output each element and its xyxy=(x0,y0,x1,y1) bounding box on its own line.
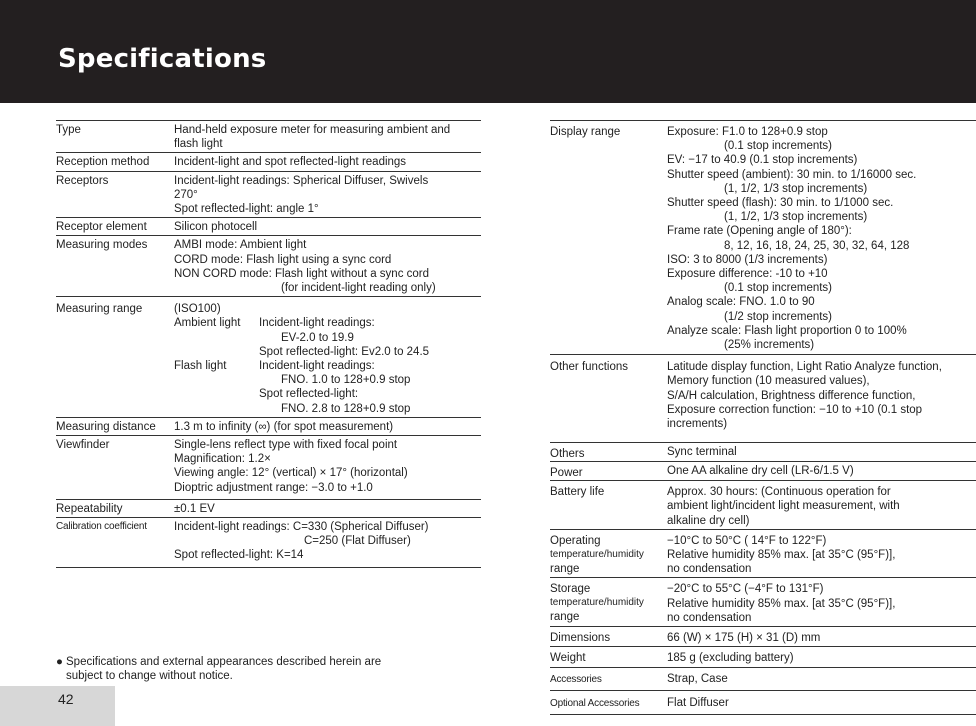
spec-line: no condensation xyxy=(667,611,752,624)
spec-row-battery xyxy=(550,481,976,530)
footnote xyxy=(56,656,381,683)
spec-line: EV-2.0 to 19.9 xyxy=(281,331,354,344)
spec-line: flash light xyxy=(174,138,223,151)
spec-value xyxy=(667,481,976,529)
spec-line: Spot reflected-light: angle 1° xyxy=(174,203,319,216)
spec-line: −20°C to 55°C (−4°F to 131°F) xyxy=(667,583,824,596)
spec-label: Measuring distance xyxy=(56,420,156,433)
footnote-text: Specifications and external appearances described herein are xyxy=(66,656,382,668)
spec-value xyxy=(174,500,481,517)
spec-line: (1/2 stop increments) xyxy=(724,310,833,323)
spec-line: 185 g (excluding battery) xyxy=(667,652,794,665)
spec-line: Shutter speed (ambient): 30 min. to 1/16000 sec. xyxy=(667,168,917,181)
footnote-line xyxy=(56,656,381,670)
spec-line: Relative humidity 85% max. [at 35°C (95°F)], xyxy=(667,597,896,610)
spec-line: FNO. 1.0 to 128+0.9 stop xyxy=(281,374,411,387)
spec-line: Hand-held exposure meter for measuring ambient and xyxy=(174,124,451,136)
spec-line: CORD mode: Flash light using a sync cord xyxy=(174,253,392,266)
spec-line: Single-lens reflect type with fixed focal point xyxy=(174,439,398,452)
spec-table-left xyxy=(56,120,481,568)
spec-value xyxy=(174,518,481,567)
spec-value xyxy=(667,443,976,461)
spec-value xyxy=(174,436,481,499)
spec-row-weight xyxy=(550,647,976,667)
spec-label: Battery life xyxy=(550,486,605,499)
spec-line: alkaline dry cell) xyxy=(667,514,750,527)
spec-row-power xyxy=(550,462,976,481)
spec-line: ambient light/incident light measurement, with xyxy=(667,500,900,513)
spec-value xyxy=(667,355,976,432)
spec-label: Dimensions xyxy=(550,632,611,645)
spec-line: Analyze scale: Flash light proportion 0 to 100% xyxy=(667,324,907,337)
spec-row-range xyxy=(56,297,481,418)
spec-label-line: temperature/humidity xyxy=(550,597,644,609)
spec-line: C=250 (Flat Diffuser) xyxy=(304,535,411,548)
spec-line: −10°C to 50°C ( 14°F to 122°F) xyxy=(667,534,827,547)
spec-label: Display range xyxy=(550,126,621,138)
spec-value xyxy=(174,418,481,435)
spec-label-line: Storage xyxy=(550,583,591,596)
bullet-icon: ● xyxy=(56,656,63,668)
spec-row-type xyxy=(56,120,481,153)
spec-label-line: Operating xyxy=(550,534,601,547)
spec-line: (1, 1/2, 1/3 stop increments) xyxy=(724,211,868,224)
spec-row-reception xyxy=(56,153,481,171)
spec-row-repeatability xyxy=(56,500,481,518)
spec-line: Latitude display function, Light Ratio Analyze function, xyxy=(667,361,942,374)
spec-row-calibration xyxy=(56,518,481,568)
spec-value xyxy=(174,218,481,235)
spec-label: Reception method xyxy=(56,156,150,169)
spec-line: 8, 12, 16, 18, 24, 25, 30, 32, 64, 128 xyxy=(724,239,910,252)
spec-line: S/A/H calculation, Brightness difference function, xyxy=(667,389,916,402)
spec-line: (25% increments) xyxy=(724,339,815,352)
spec-label-line: range xyxy=(550,611,580,624)
spec-label: Viewfinder xyxy=(56,439,110,452)
spec-line: no condensation xyxy=(667,563,752,576)
spec-value xyxy=(667,647,976,666)
spec-row-dimensions xyxy=(550,627,976,647)
page-number-tab xyxy=(0,686,115,726)
spec-value xyxy=(667,462,976,480)
spec-value xyxy=(667,530,976,578)
page-header xyxy=(0,0,976,103)
spec-line: EV: −17 to 40.9 (0.1 stop increments) xyxy=(667,154,858,167)
spec-line: Relative humidity 85% max. [at 35°C (95°F)], xyxy=(667,549,896,562)
spec-table-right xyxy=(550,120,976,715)
spec-line: One AA alkaline dry cell (LR-6/1.5 V) xyxy=(667,465,854,478)
spec-line: Exposure difference: -10 to +10 xyxy=(667,268,828,281)
spec-label: Receptor element xyxy=(56,221,147,234)
spec-row-accessories xyxy=(550,668,976,691)
spec-line: Analog scale: FNO. 1.0 to 90 xyxy=(667,296,815,309)
spec-row-optional-accessories xyxy=(550,691,976,715)
spec-line: Exposure correction function: −10 to +10 (0.1 stop xyxy=(667,403,923,416)
spec-label: Other functions xyxy=(550,361,628,374)
spec-line: Spot reflected-light: Ev2.0 to 24.5 xyxy=(259,345,430,358)
spec-row-operating xyxy=(550,530,976,579)
spec-value xyxy=(667,578,976,626)
spec-label: Receptors xyxy=(56,174,109,187)
spec-line: Frame rate (Opening angle of 180°): xyxy=(667,225,852,238)
spec-value xyxy=(667,121,976,354)
spec-line: Spot reflected-light: xyxy=(259,388,359,401)
spec-label-line: range xyxy=(550,562,580,575)
spec-row-distance xyxy=(56,418,481,436)
spec-line: Incident-light and spot reflected-light readings xyxy=(174,156,407,169)
spec-line: Incident-light readings: C=330 (Spherical Diffuser) xyxy=(174,521,429,534)
spec-label xyxy=(550,578,667,626)
spec-line: Shutter speed (flash): 30 min. to 1/1000 sec. xyxy=(667,197,894,210)
spec-label: Measuring range xyxy=(56,303,143,316)
spec-row-other-functions xyxy=(550,355,976,443)
spec-line: (for incident-light reading only) xyxy=(281,282,436,295)
spec-value xyxy=(174,153,481,170)
spec-value xyxy=(174,297,481,417)
spec-line: ±0.1 EV xyxy=(174,502,215,515)
spec-line xyxy=(174,316,481,330)
spec-line: (1, 1/2, 1/3 stop increments) xyxy=(724,182,868,195)
spec-label: Repeatability xyxy=(56,502,123,515)
spec-line: AMBI mode: Ambient light xyxy=(174,239,307,252)
range-sub-value: Incident-light readings: xyxy=(259,317,375,330)
spec-label: Calibration coefficient xyxy=(56,521,147,533)
spec-line xyxy=(174,359,481,373)
spec-line: Spot reflected-light: K=14 xyxy=(174,549,304,562)
spec-line: (0.1 stop increments) xyxy=(724,140,833,153)
spec-line: Approx. 30 hours: (Continuous operation for xyxy=(667,486,891,499)
spec-row-receptors xyxy=(56,172,481,219)
spec-label-line: temperature/humidity xyxy=(550,548,644,560)
spec-line: Strap, Case xyxy=(667,672,728,685)
spec-label: Measuring modes xyxy=(56,239,148,252)
spec-value xyxy=(667,691,976,714)
spec-label: Type xyxy=(56,124,81,136)
range-sub-value: Incident-light readings: xyxy=(259,360,375,373)
spec-row-display-range xyxy=(550,120,976,355)
range-sub-label: Flash light xyxy=(174,360,227,373)
spec-label: Optional Accessories xyxy=(550,697,640,709)
spec-line: 270° xyxy=(174,188,198,201)
spec-value xyxy=(174,121,481,152)
spec-line: NON CORD mode: Flash light without a sync cord xyxy=(174,267,430,280)
spec-line: Silicon photocell xyxy=(174,221,258,234)
spec-line: 66 (W) × 175 (H) × 31 (D) mm xyxy=(667,632,821,645)
spec-label: Power xyxy=(550,467,583,480)
spec-line: Sync terminal xyxy=(667,446,737,459)
spec-line: ISO: 3 to 8000 (1/3 increments) xyxy=(667,253,828,266)
spec-line: Incident-light readings: Spherical Diffuser, Swivels xyxy=(174,174,429,187)
spec-line: Memory function (10 measured values), xyxy=(667,375,870,388)
spec-row-storage xyxy=(550,578,976,627)
spec-line: increments) xyxy=(667,418,728,431)
spec-line: 1.3 m to infinity (∞) (for spot measurement) xyxy=(174,420,394,433)
spec-line: (0.1 stop increments) xyxy=(724,282,833,295)
spec-line: Dioptric adjustment range: −3.0 to +1.0 xyxy=(174,481,373,494)
spec-value xyxy=(174,172,481,218)
range-sub-label: Ambient light xyxy=(174,317,241,330)
spec-label: Others xyxy=(550,448,585,461)
spec-row-element xyxy=(56,218,481,236)
footnote-line: subject to change without notice. xyxy=(66,669,233,682)
spec-line: Exposure: F1.0 to 128+0.9 stop xyxy=(667,126,828,138)
spec-value xyxy=(667,627,976,646)
spec-value xyxy=(174,236,481,296)
spec-line: Magnification: 1.2× xyxy=(174,453,271,466)
spec-line: Flat Diffuser xyxy=(667,696,729,709)
spec-label: Accessories xyxy=(550,673,602,685)
spec-value xyxy=(667,668,976,690)
spec-row-others xyxy=(550,443,976,462)
page-title: Specifications xyxy=(58,44,267,74)
spec-row-modes xyxy=(56,236,481,297)
spec-line: Viewing angle: 12° (vertical) × 17° (horizontal) xyxy=(174,467,408,480)
page-number: 42 xyxy=(58,691,74,707)
spec-label xyxy=(550,530,667,578)
spec-line: FNO. 2.8 to 128+0.9 stop xyxy=(281,402,411,415)
spec-row-viewfinder xyxy=(56,436,481,500)
spec-line: (ISO100) xyxy=(174,303,221,316)
spec-label: Weight xyxy=(550,652,586,665)
